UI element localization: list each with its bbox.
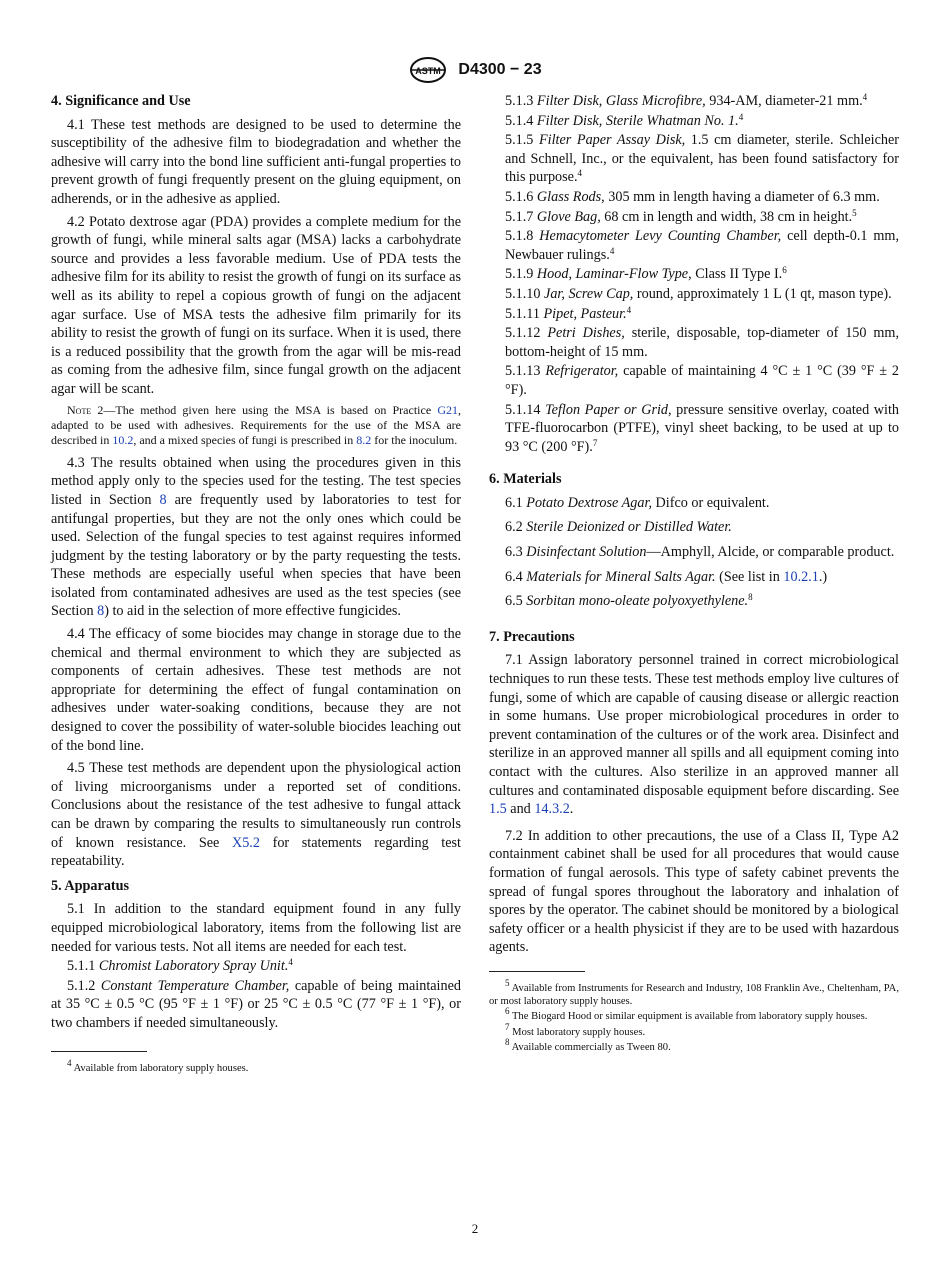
left-column: [51, 92, 461, 1077]
link-14-3-2[interactable]: 14.3.2: [534, 801, 570, 818]
para-5-1-13: 5.1.13 Refrigerator, capable of maintaining 4 °C ± 1 °C (39 °F ± 2 °F).: [505, 363, 900, 398]
para-5-1: 5.1 In addition to the standard equipment found in any fully equipped microbiological laboratory, items from the following list are needed for various tests. Not all items are needed for each test.: [51, 901, 461, 955]
link-section-8[interactable]: 8: [159, 491, 167, 508]
para-5-1-3: 5.1.3 Filter Disk, Glass Microfibre, 934-AM, diameter-21 mm.$^4$: [505, 92, 868, 109]
para-5-1-4: 5.1.4 Filter Disk, Sterile Whatman No. 1.$^4$: [505, 111, 744, 129]
para-7-1: 7.1 Assign laboratory personnel trained in correct microbiological techniques to run these tests. These test methods employ live cultures of fungi, some of which are capable of causing disease or allergic reaction in some humans. Use proper microbiological procedures in order to prevent contamination of the cultures or of the work area. Disinfect and sterilize in an approved manner all spills and all equipment coming into contact with the cultures. Also sterilize in an approved manner all cultures and contaminated disposable equipment before discarding. See 1.5 and 14.3.2.: [489, 652, 899, 818]
footnote-4: $^4$ Available from laboratory supply houses.: [67, 1057, 249, 1074]
para-5-1-10: 5.1.10 Jar, Screw Cap, round, approximately 1 L (1 qt, mason type).: [505, 285, 892, 302]
para-4-5: 4.5 These test methods are dependent upon the physiological action of living microorganisms under a reported set of conditions. Conclusions about the resistance of the test adhesive to fungal attack can be drawn by comparing the results to simultaneously run controls of known resistance. See X5.2 for statements regarding test repeatability.: [51, 760, 462, 870]
page-number: 2: [471, 1221, 479, 1236]
para-5-1-11: 5.1.11 Pipet, Pasteur.$^4$: [505, 304, 632, 322]
para-7-2: 7.2 In addition to other precautions, the use of a Class II, Type A2 containment cabinet shall be used for all procedures that would cause formation of fungal aerosols. This type of safety cabinet prevents the spread of fungal spores throughout the laboratory and inhalation of spores by the operator. The cabinet should be monitored by a biological safety officer or a health physicist if they are to be used with hazardous agents.: [489, 827, 899, 956]
para-5-1-12: 5.1.12 Petri Dishes, sterile, disposable, top-diameter of 150 mm, bottom-height of 15 mm.: [505, 325, 899, 360]
para-5-1-1: 5.1.1 Chromist Laboratory Spray Unit.$^4$: [67, 957, 293, 975]
para-5-1-5: 5.1.5 Filter Paper Assay Disk, 1.5 cm diameter, sterile. Schleicher and Schnell, Inc., or the equivalent, has been found satisfactory for this purpose.$^4$: [505, 132, 899, 186]
para-6-5: 6.5 Sorbitan mono-oleate polyoxyethylene.$^8$: [505, 592, 753, 610]
para-5-1-2: 5.1.2 Constant Temperature Chamber, capable of being maintained at 35 °C ± 0.5 °C (95 °F ± 1 °F) or 25 °C ± 0.5 °C (77 °F ± 1 °F), or two chambers if needed simultaneously.: [51, 977, 461, 1031]
section-4-heading: 4. Significance and Use: [51, 93, 191, 109]
link-8-2[interactable]: 8.2: [356, 433, 372, 448]
para-6-2: 6.2 Sterile Deionized or Distilled Water.: [505, 519, 732, 536]
para-5-1-9: 5.1.9 Hood, Laminar-Flow Type, Class II Type I.$^6$: [505, 265, 787, 283]
footnote-7: $^7$ Most laboratory supply houses.: [505, 1021, 646, 1038]
astm-logo-icon: [408, 56, 448, 84]
section-6-heading: 6. Materials: [489, 471, 562, 488]
para-4-4: 4.4 The efficacy of some biocides may change in storage due to the chemical and thermal environment to which they are subjected as components of certain adhesives. These test methods are not appropriate for determining the effect of fungal contamination on adhesives under water-soaking conditions, because they are not designed to cover the possibility of water-soluble biocides leaching out of the bond line.: [51, 626, 461, 754]
link-10-2-1[interactable]: 10.2.1: [783, 568, 819, 585]
right-column: [489, 92, 899, 1056]
para-4-1: 4.1 These test methods are designed to be used to determine the susceptibility of the adhesive film to biodegradation and whether the adhesive will carry into the bond line sufficient anti-fungal properties to prevent growth of fungi frequently present on the gluing equipment, on adherends, or in the adhesive as applied.: [51, 116, 461, 207]
link-g21[interactable]: G21: [437, 402, 458, 417]
para-5-1-6: 5.1.6 Glass Rods, 305 mm in length having a diameter of 6.3 mm.: [505, 188, 880, 205]
footnote-8: $^8$ Available commercially as Tween 80.: [505, 1036, 671, 1053]
footnote-5: $^5$ Available from Instruments for Research and Industry, 108 Franklin Ave., Cheltenham, PA, or most laboratory supply houses.: [489, 977, 899, 1008]
para-6-1: 6.1 Potato Dextrose Agar, Difco or equivalent.: [505, 494, 770, 511]
link-1-5[interactable]: 1.5: [489, 801, 507, 818]
link-section-8-b[interactable]: 8: [97, 603, 105, 620]
section-7-heading: 7. Precautions: [489, 628, 575, 645]
footnote-divider-right: [489, 971, 585, 972]
section-5-heading: 5. Apparatus: [51, 877, 130, 894]
footnote-divider: [51, 1051, 147, 1052]
para-5-1-7: 5.1.7 Glove Bag, 68 cm in length and width, 38 cm in height.$^5$: [505, 207, 857, 225]
para-5-1-8: 5.1.8 Hemacytometer Levy Counting Chamber, cell depth-0.1 mm, Newbauer rulings.$^4$: [505, 228, 899, 263]
para-4-3: 4.3 The results obtained when using the procedures given in this method apply only to the species used for the testing. The test species listed in Section 8 are frequently used by laboratories to test for antifungal properties, but they are not the only ones which could be used. Selection of the fungal species to test against requires informed judgment by the testing laboratory or by the party requesting the tests. These methods are especially useful when species that have been isolated from contaminated adhesives are used as the test species (see Section 8) to aid in the selection of more effective fungicides.: [51, 454, 461, 620]
page-header: [0, 56, 950, 84]
para-6-4: 6.4 Materials for Mineral Salts Agar. (See list in 10.2.1.): [505, 568, 828, 585]
standard-designation: D4300 − 23: [458, 61, 542, 78]
link-x5-2[interactable]: X5.2: [231, 834, 260, 851]
para-5-1-14: 5.1.14 Teflon Paper or Grid, pressure sensitive overlay, coated with TFE-fluorocarbon (PTFE), vinyl sheet backing, to be used at up to 93 °C (200 °F).$^7$: [505, 401, 900, 455]
para-4-2: 4.2 Potato dextrose agar (PDA) provides a complete medium for the growth of fungi, while mineral salts agar (MSA) lacks a carbohydrate source and provides a less favorable medium. Use of PDA tests the adhesive film for its ability to resist the growth of fungi on its surface as well as its ability to repel a copious growth of fungi on the adjacent agar surface. Use of MSA tests the adhesive film primarily for its ability to resist the growth of fungi on its surface. When it is used, there is a reduced possibility that the growth from the agar will be mis-read as coming from the adhesive film, since fungal growth on the adjacent agar will be scant.: [51, 213, 461, 397]
svg-text:ASTM: ASTM: [415, 66, 442, 76]
link-10-2[interactable]: 10.2: [112, 433, 134, 448]
para-6-3: 6.3 Disinfectant Solution—Amphyll, Alcide, or comparable product.: [505, 544, 895, 561]
footnote-6: $^6$ The Biogard Hood or similar equipment is available from laboratory supply houses.: [505, 1006, 868, 1023]
note-2: Note 2—The method given here using the MSA is based on Practice G21, adapted to be used with adhesives. Requirements for the use of the MSA are described in 10.2, and a mixed species of fungi is prescribed in 8.2 for the inoculum.: [51, 402, 461, 448]
